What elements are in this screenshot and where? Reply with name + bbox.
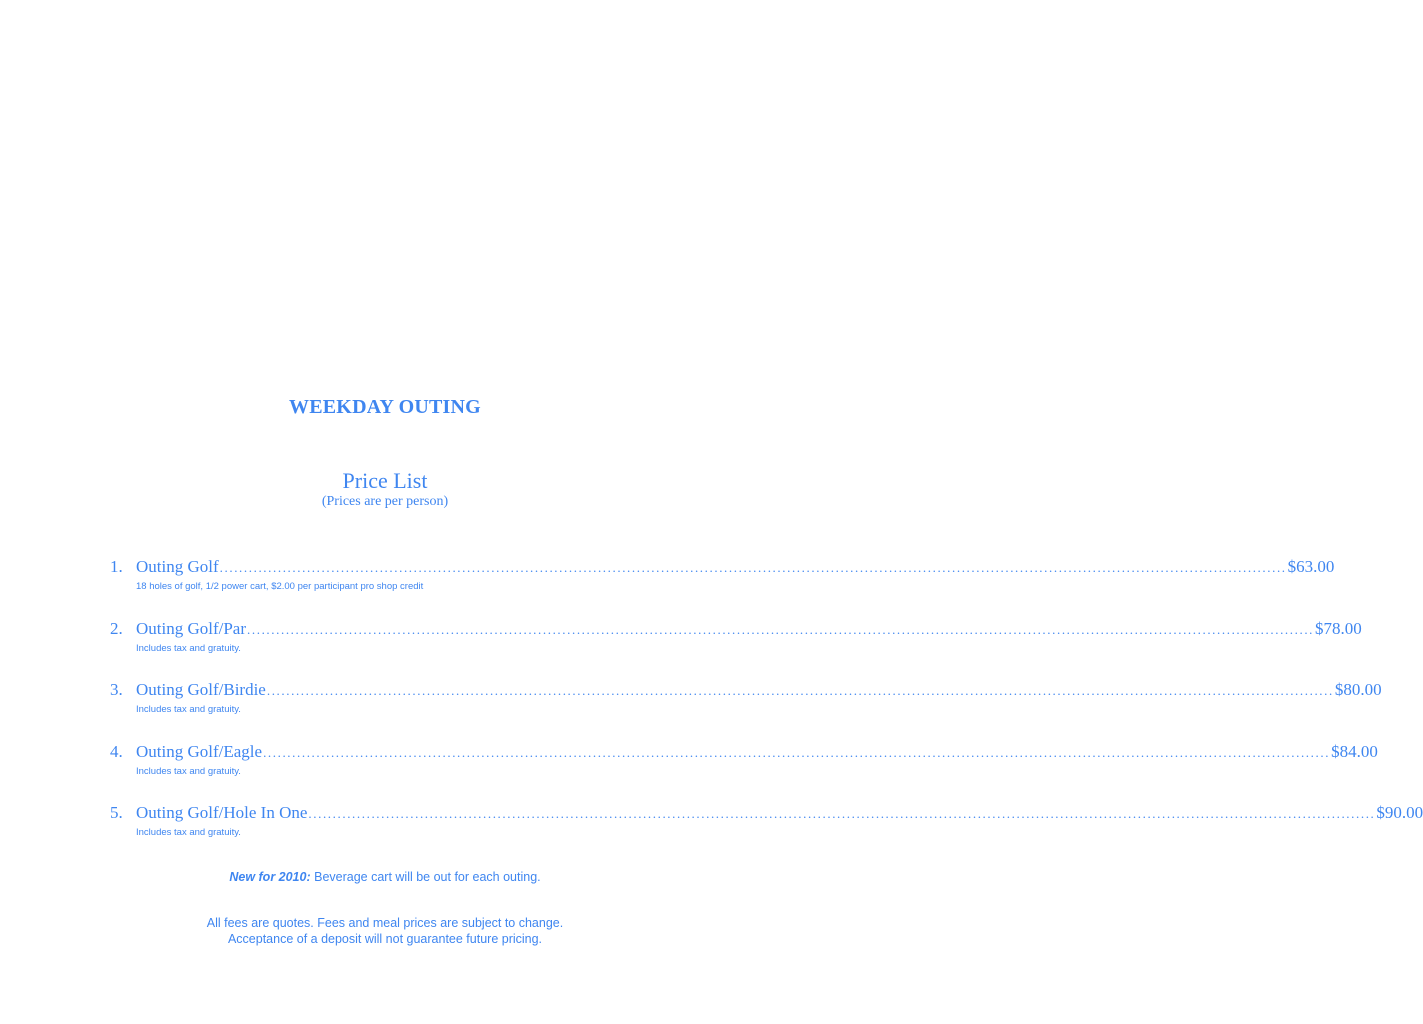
item-name: Outing Golf/Eagle — [136, 741, 263, 761]
item-note: Includes tax and gratuity. — [136, 642, 241, 654]
price-list-item — [110, 679, 1382, 741]
dot-leader: ............................................................................................................................................................................................................................ — [308, 806, 1376, 821]
fees-disclaimer-line-1: All fees are quotes. Fees and meal prices are subject to change. — [206, 916, 564, 930]
item-note: Includes tax and gratuity. — [136, 704, 241, 715]
dot-leader: ............................................................................................................................................................................................................................ — [266, 683, 1334, 698]
item-row — [110, 618, 1362, 641]
item-price: $84.00 — [1331, 741, 1378, 761]
item-name: Outing Golf/Hole In One — [136, 803, 308, 822]
price-list-item — [110, 618, 1362, 680]
price-list-item — [110, 802, 1423, 864]
item-price: $90.00 — [1376, 803, 1423, 822]
dot-leader: ............................................................................................................................................................................................................................ — [219, 560, 1287, 575]
price-list-item — [110, 741, 1378, 803]
document-title: WEEKDAY OUTING — [289, 396, 481, 418]
item-row — [110, 679, 1382, 702]
item-number: 4. — [110, 741, 123, 761]
item-number: 2. — [110, 618, 123, 638]
fees-disclaimer-line-2: Acceptance of a deposit will not guarantee future pricing. — [227, 932, 543, 946]
item-row — [110, 802, 1423, 825]
item-price: $78.00 — [1315, 618, 1362, 638]
dot-leader: ............................................................................................................................................................................................................................ — [263, 744, 1331, 760]
item-number: 1. — [110, 557, 123, 576]
new-for-label: New for 2010: — [229, 870, 311, 884]
item-row — [110, 556, 1335, 579]
price-list-item — [110, 556, 1335, 618]
item-number: 5. — [110, 803, 123, 822]
item-name: Outing Golf — [136, 557, 219, 576]
item-note: 18 holes of golf, 1/2 power cart, $2.00 per participant pro shop credit — [136, 581, 424, 592]
new-for-2010-note — [0, 869, 770, 885]
item-price: $63.00 — [1287, 557, 1335, 576]
item-name: Outing Golf/Birdie — [136, 680, 266, 699]
item-note: Includes tax and gratuity. — [136, 827, 241, 838]
new-for-text: Beverage cart will be out for each outing. — [314, 870, 541, 884]
item-row — [110, 741, 1378, 764]
price-list-subnote: (Prices are per person) — [321, 494, 449, 509]
item-name: Outing Golf/Par — [136, 618, 247, 638]
item-price: $80.00 — [1334, 680, 1382, 699]
dot-leader: ............................................................................................................................................................................................................................ — [247, 621, 1315, 637]
price-list — [110, 556, 1423, 864]
price-list-heading: Price List — [342, 468, 428, 493]
item-number: 3. — [110, 680, 123, 699]
item-note: Includes tax and gratuity. — [136, 765, 241, 777]
